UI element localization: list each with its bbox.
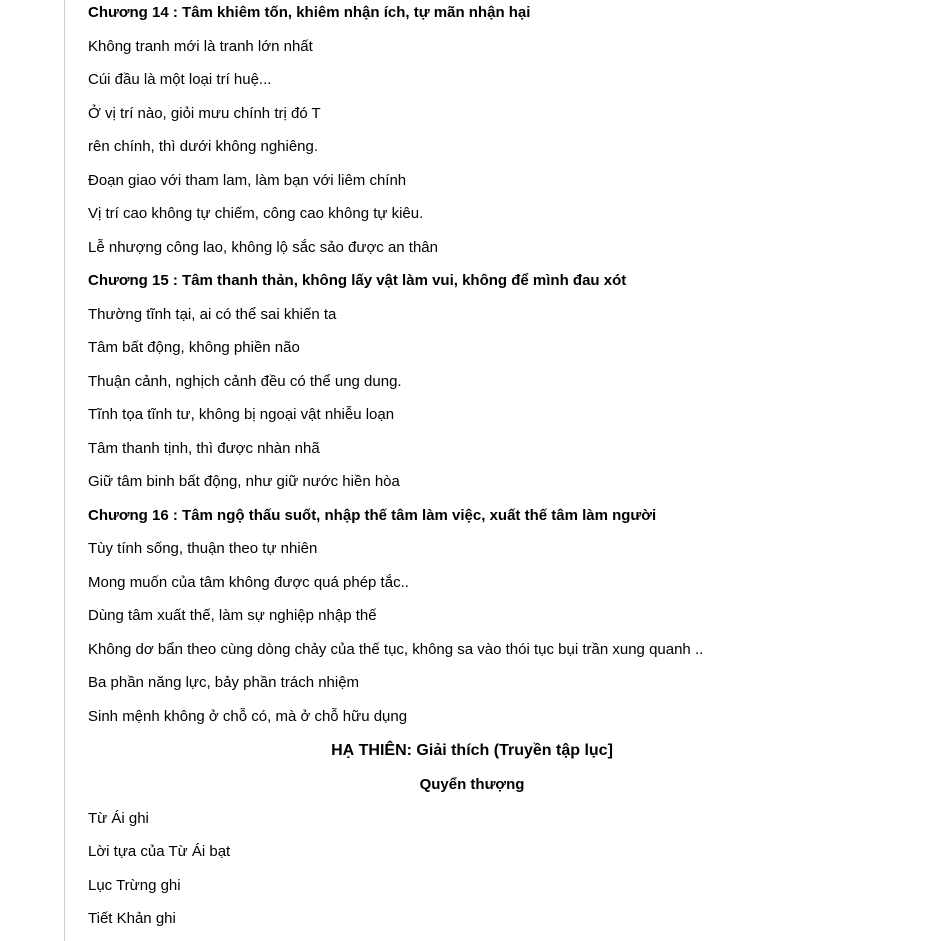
paragraph-line: Cúi đầu là một loại trí huệ... [88,71,272,88]
paragraph-line: Tiết Khản ghi [88,910,176,927]
paragraph-line: Sinh mệnh không ở chỗ có, mà ở chỗ hữu dụng [88,708,408,725]
paragraph-line: Thường tĩnh tại, ai có thể sai khiến ta [88,306,337,323]
paragraph-line: Mong muốn của tâm không được quá phép tắc.. [88,574,409,591]
paragraph-line: Lục Trừng ghi [88,877,181,894]
chapter-16-heading: Chương 16 : Tâm ngộ thấu suốt, nhập thế tâm làm việc, xuất thế tâm làm người [88,507,657,524]
paragraph-line: Không dơ bẩn theo cùng dòng chảy của thế tục, không sa vào thói tục bụi trần xung quanh .. [88,641,704,658]
paragraph-line: Thuận cảnh, nghịch cảnh đều có thể ung dung. [88,373,402,390]
paragraph-line: Tâm thanh tịnh, thì được nhàn nhã [88,440,320,457]
chapter-15-heading: Chương 15 : Tâm thanh thản, không lấy vật làm vui, không để mình đau xót [88,272,627,289]
paragraph-line: Dùng tâm xuất thế, làm sự nghiệp nhập thế [88,607,377,624]
paragraph-line: Đoạn giao với tham lam, làm bạn với liêm chính [88,172,407,189]
paragraph-line: Tâm bất động, không phiền não [88,339,300,356]
paragraph-line: Ba phần năng lực, bảy phần trách nhiệm [88,674,360,691]
paragraph-line: Không tranh mới là tranh lớn nhất [88,38,313,55]
paragraph-line: Lễ nhượng công lao, không lộ sắc sảo được an thân [88,239,438,256]
chapter-14-heading: Chương 14 : Tâm khiêm tốn, khiêm nhận ích, tự mãn nhận hại [88,4,531,21]
paragraph-line: Giữ tâm binh bất động, như giữ nước hiền hòa [88,473,400,490]
paragraph-line: Lời tựa của Từ Ái bạt [88,843,231,860]
paragraph-line: Ở vị trí nào, giỏi mưu chính trị đó T [88,105,321,122]
paragraph-line: Vị trí cao không tự chiếm, công cao không tự kiêu. [88,205,424,222]
paragraph-line: Tùy tính sống, thuận theo tự nhiên [88,540,318,557]
page-left-margin-line [64,0,65,941]
paragraph-line: Từ Ái ghi [88,810,149,827]
paragraph-line: rên chính, thì dưới không nghiêng. [88,138,319,155]
section-subtitle: Quyển thượng [419,776,525,793]
section-title: HẠ THIÊN: Giải thích (Truyền tập lục] [331,742,613,759]
paragraph-line: Tĩnh tọa tĩnh tư, không bị ngoại vật nhiễu loạn [88,406,395,423]
